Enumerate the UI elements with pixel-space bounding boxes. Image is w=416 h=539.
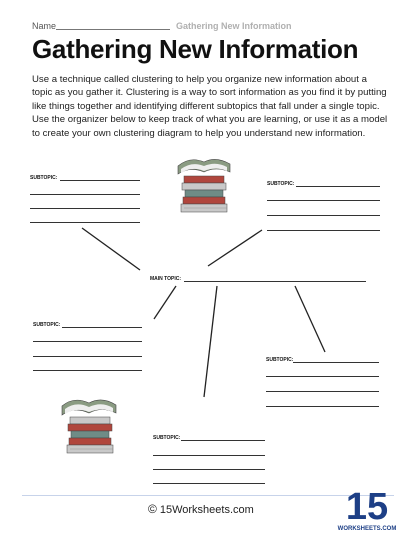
subtopic-label: SUBTOPIC: <box>266 357 294 363</box>
page-title: Gathering New Information <box>32 34 359 64</box>
footer-copyright <box>148 502 254 516</box>
connector-bottom-right <box>295 286 325 352</box>
main-topic-line[interactable] <box>184 281 366 282</box>
connector-bottom <box>204 286 217 397</box>
answer-line[interactable] <box>30 222 140 223</box>
connector-top-left <box>82 228 140 270</box>
copyright-icon: © <box>148 502 157 516</box>
subtopic-heading-line[interactable] <box>296 186 380 187</box>
header-title: Gathering New Information <box>176 21 292 31</box>
subtopic-heading-line[interactable] <box>62 327 142 328</box>
subtopic-label: SUBTOPIC: <box>30 175 58 181</box>
answer-line[interactable] <box>153 483 265 484</box>
subtopic-heading-line[interactable] <box>60 180 140 181</box>
answer-line[interactable] <box>267 230 380 231</box>
answer-line[interactable] <box>267 215 380 216</box>
answer-line[interactable] <box>267 200 380 201</box>
logo-number: 15 <box>345 486 389 528</box>
answer-line[interactable] <box>266 376 379 377</box>
footer-rule <box>22 495 394 496</box>
answer-line[interactable] <box>266 391 379 392</box>
subtopic-heading-line[interactable] <box>181 440 265 441</box>
15worksheets-logo <box>337 485 397 533</box>
answer-line[interactable] <box>30 194 140 195</box>
subtopic-label: SUBTOPIC: <box>267 181 295 187</box>
answer-line[interactable] <box>153 455 265 456</box>
subtopic-heading-line[interactable] <box>293 362 379 363</box>
intro-paragraph: Use a technique called clustering to help you organize new information about a topic as you gather it. Clustering is a way to sort information as you find it by putting like things together and identifying different subtopics that fall under a single topic. Use the organizer below to keep track of what you are learning, or use it as a model to create your own clustering diagram to help you understand new information. <box>32 74 388 139</box>
answer-line[interactable] <box>33 341 142 342</box>
logo-text: WORKSHEETS.COM <box>337 526 397 532</box>
subtopic-label: SUBTOPIC: <box>153 435 181 441</box>
footer-site: 15Worksheets.com <box>159 504 254 516</box>
book-stack-image-bottom <box>56 394 122 460</box>
answer-line[interactable] <box>33 370 142 371</box>
answer-line[interactable] <box>153 469 265 470</box>
answer-line[interactable] <box>33 356 142 357</box>
connector-bottom-left <box>154 286 176 319</box>
subtopic-label: SUBTOPIC: <box>33 322 61 328</box>
name-label: Name <box>32 21 57 31</box>
connector-top-right <box>208 230 262 266</box>
main-topic-label: MAIN TOPIC: <box>150 276 182 282</box>
answer-line[interactable] <box>266 406 379 407</box>
book-stack-image-top <box>172 152 234 218</box>
answer-line[interactable] <box>30 208 140 209</box>
